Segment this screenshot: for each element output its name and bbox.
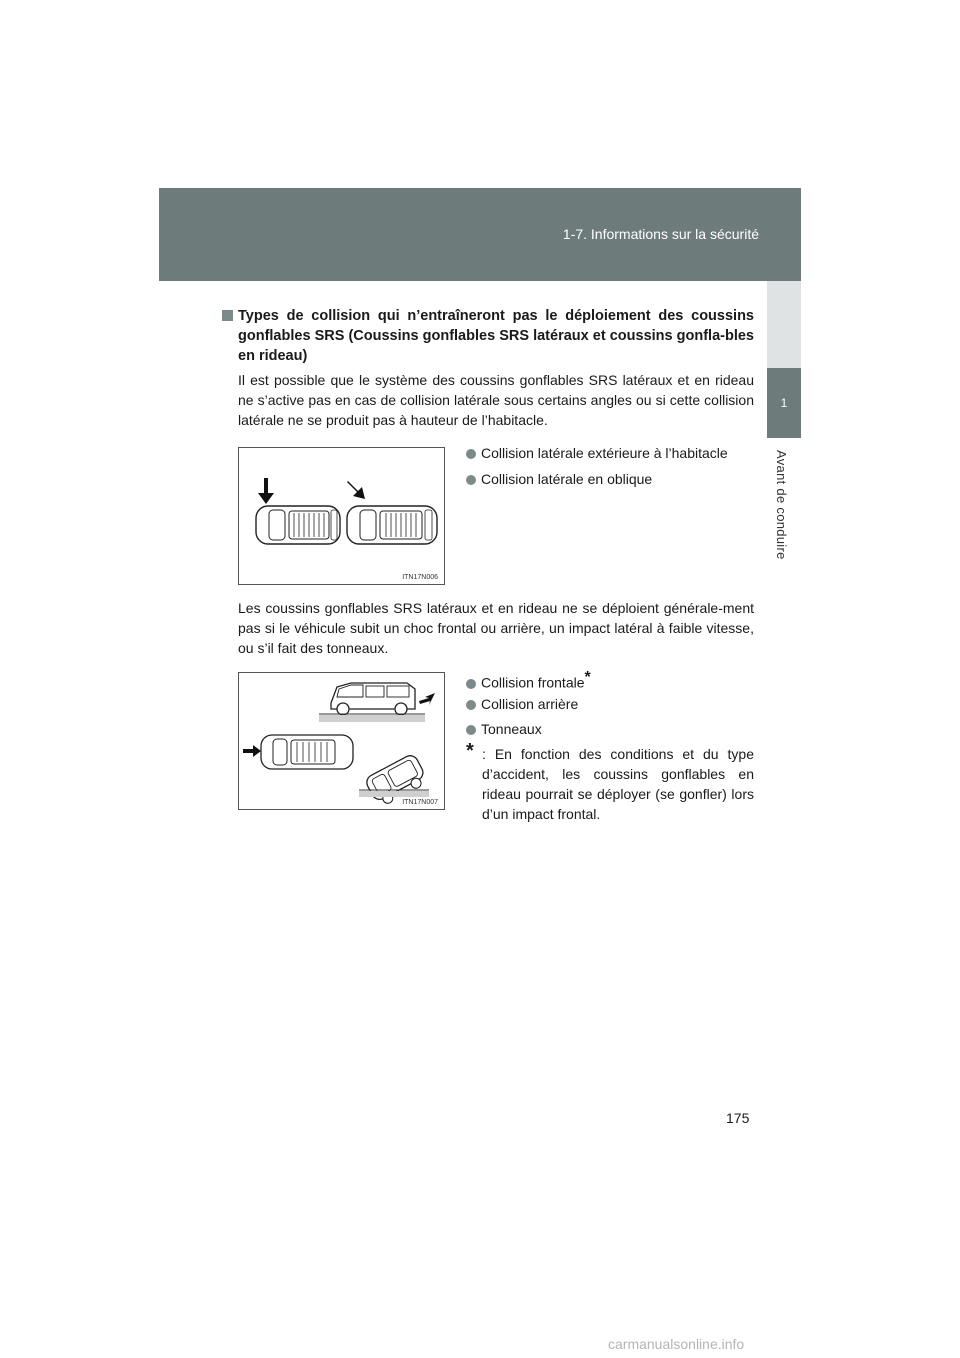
list-item bbox=[466, 443, 756, 463]
section-heading-text: Types de collision qui n’entraîneront pas le déploiement des coussins gonflables SRS (Coussins gonflables SRS latéraux et coussins gonfla-bles en rideau) bbox=[238, 308, 754, 364]
chapter-number: 1 bbox=[780, 396, 788, 410]
circle-bullet-icon bbox=[466, 449, 476, 459]
footnote-text: : En fonction des conditions et du type d’accident, les coussins gonflables en rideau pourrait se déployer (se gonfler) lors d’un impact frontal. bbox=[482, 746, 754, 822]
bullet-text: Tonneaux bbox=[481, 721, 542, 737]
chapter-header-band bbox=[159, 188, 801, 281]
figure-code: ITN17N007 bbox=[402, 799, 438, 806]
bullet-text: Collision latérale en oblique bbox=[481, 471, 653, 487]
collision-types-drawing bbox=[239, 673, 444, 809]
side-tab-spacer bbox=[767, 281, 801, 368]
circle-bullet-icon bbox=[466, 700, 476, 710]
list-item bbox=[466, 694, 756, 714]
list-item bbox=[466, 668, 756, 693]
rear-impact-arrow-icon bbox=[243, 745, 261, 757]
bullet-text: Collision latérale extérieure à l’habitacle bbox=[481, 445, 728, 461]
side-collision-illustration bbox=[238, 447, 445, 585]
watermark-text: carmanualsonline.info bbox=[608, 1336, 745, 1352]
frontal-impact-arrow-icon bbox=[419, 693, 435, 705]
chapter-side-label bbox=[774, 450, 794, 570]
down-arrow-icon bbox=[258, 478, 274, 504]
non-deployment-collision-illustration bbox=[238, 672, 445, 810]
chapter-side-label-text: Avant de conduire bbox=[774, 450, 789, 560]
list-item bbox=[466, 719, 756, 739]
side-collision-drawing bbox=[239, 448, 444, 584]
footnote-asterisk: * bbox=[466, 740, 474, 762]
bullet-text: Collision frontale bbox=[481, 674, 585, 691]
bullet-text: Collision arrière bbox=[481, 696, 579, 712]
section-heading bbox=[222, 306, 754, 366]
asterisk-marker: * bbox=[584, 669, 591, 686]
list-item bbox=[466, 469, 756, 489]
car-top-view-icon bbox=[261, 735, 353, 769]
footnote bbox=[466, 740, 754, 824]
figure-code: ITN17N006 bbox=[402, 574, 438, 581]
square-bullet-icon bbox=[222, 310, 233, 321]
circle-bullet-icon bbox=[466, 725, 476, 735]
secondary-paragraph: Les coussins gonflables SRS latéraux et en rideau ne se déploient générale-ment pas si le véhicule subit un choc frontal ou arrière, un impact latéral à faible vitesse, ou s’il fait des tonneaux. bbox=[238, 600, 754, 656]
page-number: 175 bbox=[726, 1110, 750, 1126]
circle-bullet-icon bbox=[466, 475, 476, 485]
car-top-view-icon bbox=[256, 506, 340, 544]
car-top-view-icon bbox=[347, 506, 437, 544]
circle-bullet-icon bbox=[466, 679, 476, 689]
diagonal-arrow-icon bbox=[347, 481, 365, 499]
chapter-side-tab bbox=[767, 368, 801, 438]
section-header-title: 1-7. Informations sur la sécurité bbox=[562, 226, 759, 242]
car-side-view-icon bbox=[319, 683, 425, 722]
intro-paragraph: Il est possible que le système des coussins gonflables SRS latéraux et en rideau ne s’active pas en cas de collision latérale sous certains angles ou si cette collision latérale ne se produit pas à hauteur de l’habitacle. bbox=[238, 372, 754, 428]
